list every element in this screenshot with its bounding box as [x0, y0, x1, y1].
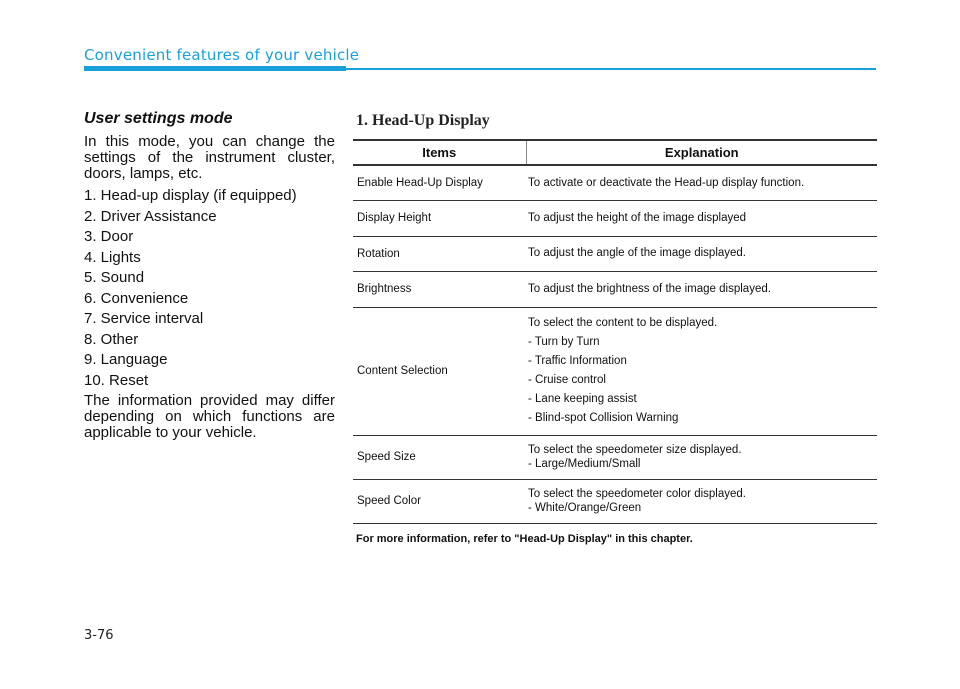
- list-item: 3. Door: [84, 228, 134, 245]
- item-cell: Rotation: [353, 236, 526, 272]
- explanation-line: - White/Orange/Green: [528, 502, 642, 514]
- explanation-cell: [526, 272, 877, 308]
- explanation-line: To select the speedometer size displayed.: [528, 443, 742, 456]
- explanation-cell: [526, 307, 877, 435]
- header-items: Items: [353, 140, 526, 165]
- explanation-line: - Blind-spot Collision Warning: [528, 412, 679, 424]
- item-cell: Brightness: [353, 272, 526, 308]
- table-header-row: [353, 140, 877, 165]
- explanation-cell: [526, 479, 877, 523]
- item-cell: Display Height: [353, 201, 526, 237]
- left-column: [84, 110, 335, 441]
- explanation-line: To select the speedometer color displayed.: [528, 487, 746, 500]
- explanation-line: - Large/Medium/Small: [528, 458, 641, 470]
- header-accent-bar: [84, 66, 346, 71]
- explanation-line: - Cruise control: [528, 374, 606, 386]
- list-item: 9. Language: [84, 351, 168, 368]
- settings-list: [84, 186, 335, 391]
- header-rule: [346, 68, 876, 70]
- list-item: 5. Sound: [84, 269, 145, 286]
- list-item: 10. Reset: [84, 371, 149, 389]
- explanation-line: To adjust the height of the image displayed: [528, 211, 747, 224]
- explanation-cell: [526, 435, 877, 479]
- item-cell: Enable Head-Up Display: [353, 165, 526, 201]
- footnote: For more information, refer to "Head-Up Display" in this chapter.: [356, 533, 693, 545]
- table-row: [353, 435, 877, 479]
- table-row: [353, 236, 877, 272]
- section-heading: User settings mode: [84, 110, 233, 127]
- explanation-line: To activate or deactivate the Head-up display function.: [528, 176, 805, 189]
- explanation-line: To adjust the angle of the image displayed.: [528, 247, 747, 260]
- explanation-line: - Lane keeping assist: [528, 393, 637, 405]
- explanation-line: To adjust the brightness of the image displayed.: [528, 282, 771, 295]
- explanation-cell: [526, 165, 877, 201]
- outro-paragraph: The information provided may differ depending on which functions are applicable to your vehicle.: [84, 392, 335, 441]
- intro-paragraph: In this mode, you can change the settings of the instrument cluster, doors, lamps, etc.: [84, 133, 335, 182]
- list-item: 8. Other: [84, 330, 139, 348]
- header-explanation: Explanation: [526, 140, 877, 165]
- table-row: [353, 165, 877, 201]
- list-item: 4. Lights: [84, 248, 141, 266]
- list-item: 1. Head-up display (if equipped): [84, 187, 297, 204]
- list-item: 2. Driver Assistance: [84, 207, 217, 225]
- list-item: 7. Service interval: [84, 310, 204, 327]
- explanation-cell: [526, 201, 877, 237]
- table-row: [353, 307, 877, 435]
- explanation-line: To select the content to be displayed.: [528, 317, 718, 329]
- page-number: 3-76: [84, 628, 114, 643]
- chapter-title: Convenient features of your vehicle: [84, 46, 360, 64]
- hud-settings-table: [353, 139, 877, 524]
- table-row: [353, 272, 877, 308]
- explanation-cell: [526, 236, 877, 272]
- list-item: 6. Convenience: [84, 289, 189, 307]
- item-cell: Speed Size: [353, 435, 526, 479]
- table-row: [353, 201, 877, 237]
- explanation-line: - Traffic Information: [528, 355, 627, 367]
- table-title: 1. Head-Up Display: [356, 112, 490, 129]
- explanation-line: - Turn by Turn: [528, 336, 600, 348]
- item-cell: Content Selection: [353, 307, 526, 435]
- item-cell: Speed Color: [353, 479, 526, 523]
- table-row: [353, 479, 877, 523]
